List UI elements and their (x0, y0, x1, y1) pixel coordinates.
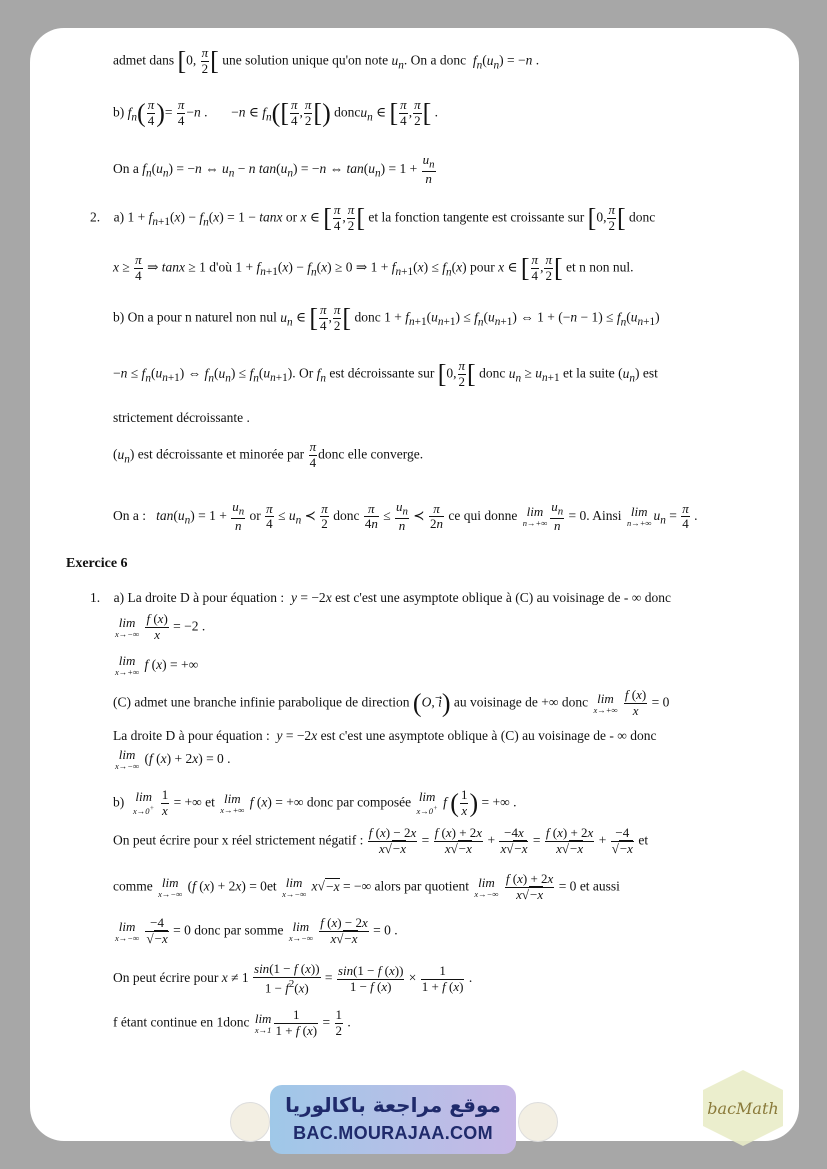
bacmath-logo (695, 1068, 791, 1148)
text-line: 2. a) $1 + f_{n+1}(x) - f_n(x) = 1 - \tan x$ or x ∈ [ $\frac{\pi}{4}$ , $\frac{\pi}{2}$ [ et la fonction tangente est croissante sur [0, $\frac{\pi}{2}$ [ donc (90, 202, 656, 233)
text-line: f étant continue en 1donc lim x→1 $\frac{1}{1 + f (x)}$ = $\frac{1}{2}$ . (113, 1007, 351, 1038)
logo-text: bacMath (707, 1099, 779, 1118)
text-line: On peut écrire pour x ≠ 1 $\frac{\sin(1 - f (x))}{1 - f^2(x)}$ = $\frac{\sin(1 - f (x))}{1 - f (x)}$ × $\frac{1}{1 + f (x)}$ . (113, 961, 473, 996)
text-line: b) $f_n$( $\frac{\pi}{4}$ )= $\frac{\pi}{4}$ −n . −n ∈ $f_n$([ $\frac{\pi}{4}$ , $\frac{\pi}{2}$ [) doncu$_n$ ∈ [ $\frac{\pi}{4}$ , $\frac{\pi}{2}$ [ . (113, 97, 438, 128)
seal-icon (518, 1102, 558, 1142)
text-line: (C) admet une branche infinie parabolique de direction (O, i) au voisinage de +∞ donc lim x→+∞ $\frac{f (x)}{x}$ = 0 (113, 687, 670, 718)
footer-arabic-text: موقع مراجعة باكالوريا (285, 1093, 501, 1117)
text-line: lim x→+∞ f (x) = +∞ (115, 653, 199, 677)
text-line: 1. a) La droite D à pour équation : y = −2x est c'est une asymptote oblique à (C) au voisinage de - ∞ donc (90, 590, 672, 605)
text-line: On a : $\tan(u_n) = 1$ + $\frac{u_n}{n}$ or $\frac{\pi}{4}$ ≤ $u_n$ ≺ $\frac{\pi}{2}$ donc $\frac{\pi}{4n}$ ≤ $\frac{u_n}{n}$ ≺ $\frac{\pi}{2n}$ ce qui donne lim n→+∞ $\frac{u_n}{n}$ = 0. Ainsi lim n→+∞ $u_n$ = $\frac{\pi}{4}$ . (113, 499, 698, 534)
text-line: admet dans [0, $\frac{\pi}{2}$ [ une solution unique qu'on note $u_n$. On a donc $f_n(u_n) = -n$ . (113, 45, 540, 76)
text-line: b) On a pour n naturel non nul $u_n$ ∈ [ $\frac{\pi}{4}$ , $\frac{\pi}{2}$ [ donc $1 + f_{n+1}(u_{n+1}) \le f_n(u_{n+1})$ ⇔ $1 + (-n - 1) \le f_n(u_{n+1})$ (113, 302, 660, 333)
text-line: b) lim x→0+ $\frac{1}{x}$ = +∞ et lim x→+∞ f (x) = +∞ donc par composée lim x→0+ f ( $\frac{1}{x}$ ) = +∞ . (113, 787, 517, 818)
seal-icon (230, 1102, 270, 1142)
text-line: $-n \le f_n(u_{n+1})$ ⇔ $f_n(u_n) \le f_n(u_{n+1})$. Or $f_n$ est décroissante sur [0, $\frac{\pi}{2}$ [ donc $u_n \ge u_{n+1}$ et la suite $(u_n)$ est (113, 358, 658, 389)
text-line: comme lim x→−∞ (f (x) + 2x) = 0et lim x→−∞ x√−x = −∞ alors par quotient lim x→−∞ $\frac{f (x) + 2x}{x√-x}$ = 0 et aussi (113, 871, 620, 902)
text-line: On a $f_n(u_n) = -n$ ⇔ $u_n - n$ $\tan(u_n) = -n$ ⇔ $\tan(u_n) = 1$ + $\frac{u_n}{n}$ (113, 152, 435, 187)
text-line: lim x→−∞ (f (x) + 2x) = 0 . (115, 747, 231, 771)
footer-banner[interactable] (270, 1085, 516, 1154)
text-line: strictement décroissante . (113, 410, 250, 425)
footer-url[interactable]: BAC.MOURAJAA.COM (293, 1123, 493, 1143)
text-line: On peut écrire pour x réel strictement négatif : $\frac{f (x) - 2x}{x√-x}$ = $\frac{f (x) + 2x}{x√-x}$ + $\frac{-4x}{x√-x}$ = $\frac{f (x) + 2x}{x√-x}$ + $\frac{-4}{√-x}$ et (113, 825, 649, 856)
text-line: lim x→−∞ $\frac{-4}{√-x}$ = 0 donc par somme lim x→−∞ $\frac{f (x) - 2x}{x√-x}$ = 0 . (115, 915, 398, 946)
text-line: $(u_n)$ est décroissante et minorée par $\frac{\pi}{4}$ donc elle converge. (113, 439, 424, 470)
exercise-title: Exercice 6 (66, 556, 128, 571)
text-line: lim x→−∞ $\frac{f (x)}{x}$ = −2 . (115, 611, 206, 642)
text-line: x ≥ $\frac{\pi}{4}$ ⇒ tanx ≥ 1 d'où $1 + f_{n+1}(x) - f_n(x) \ge 0$ ⇒ $1 + f_{n+1}(x) \le f_n(x)$ pour x ∈ [ $\frac{\pi}{4}$ , $\frac{\pi}{2}$ [ et n non nul. (113, 252, 634, 283)
text-line: La droite D à pour équation : y = −2x est c'est une asymptote oblique à (C) au voisinage de - ∞ donc (113, 728, 657, 743)
